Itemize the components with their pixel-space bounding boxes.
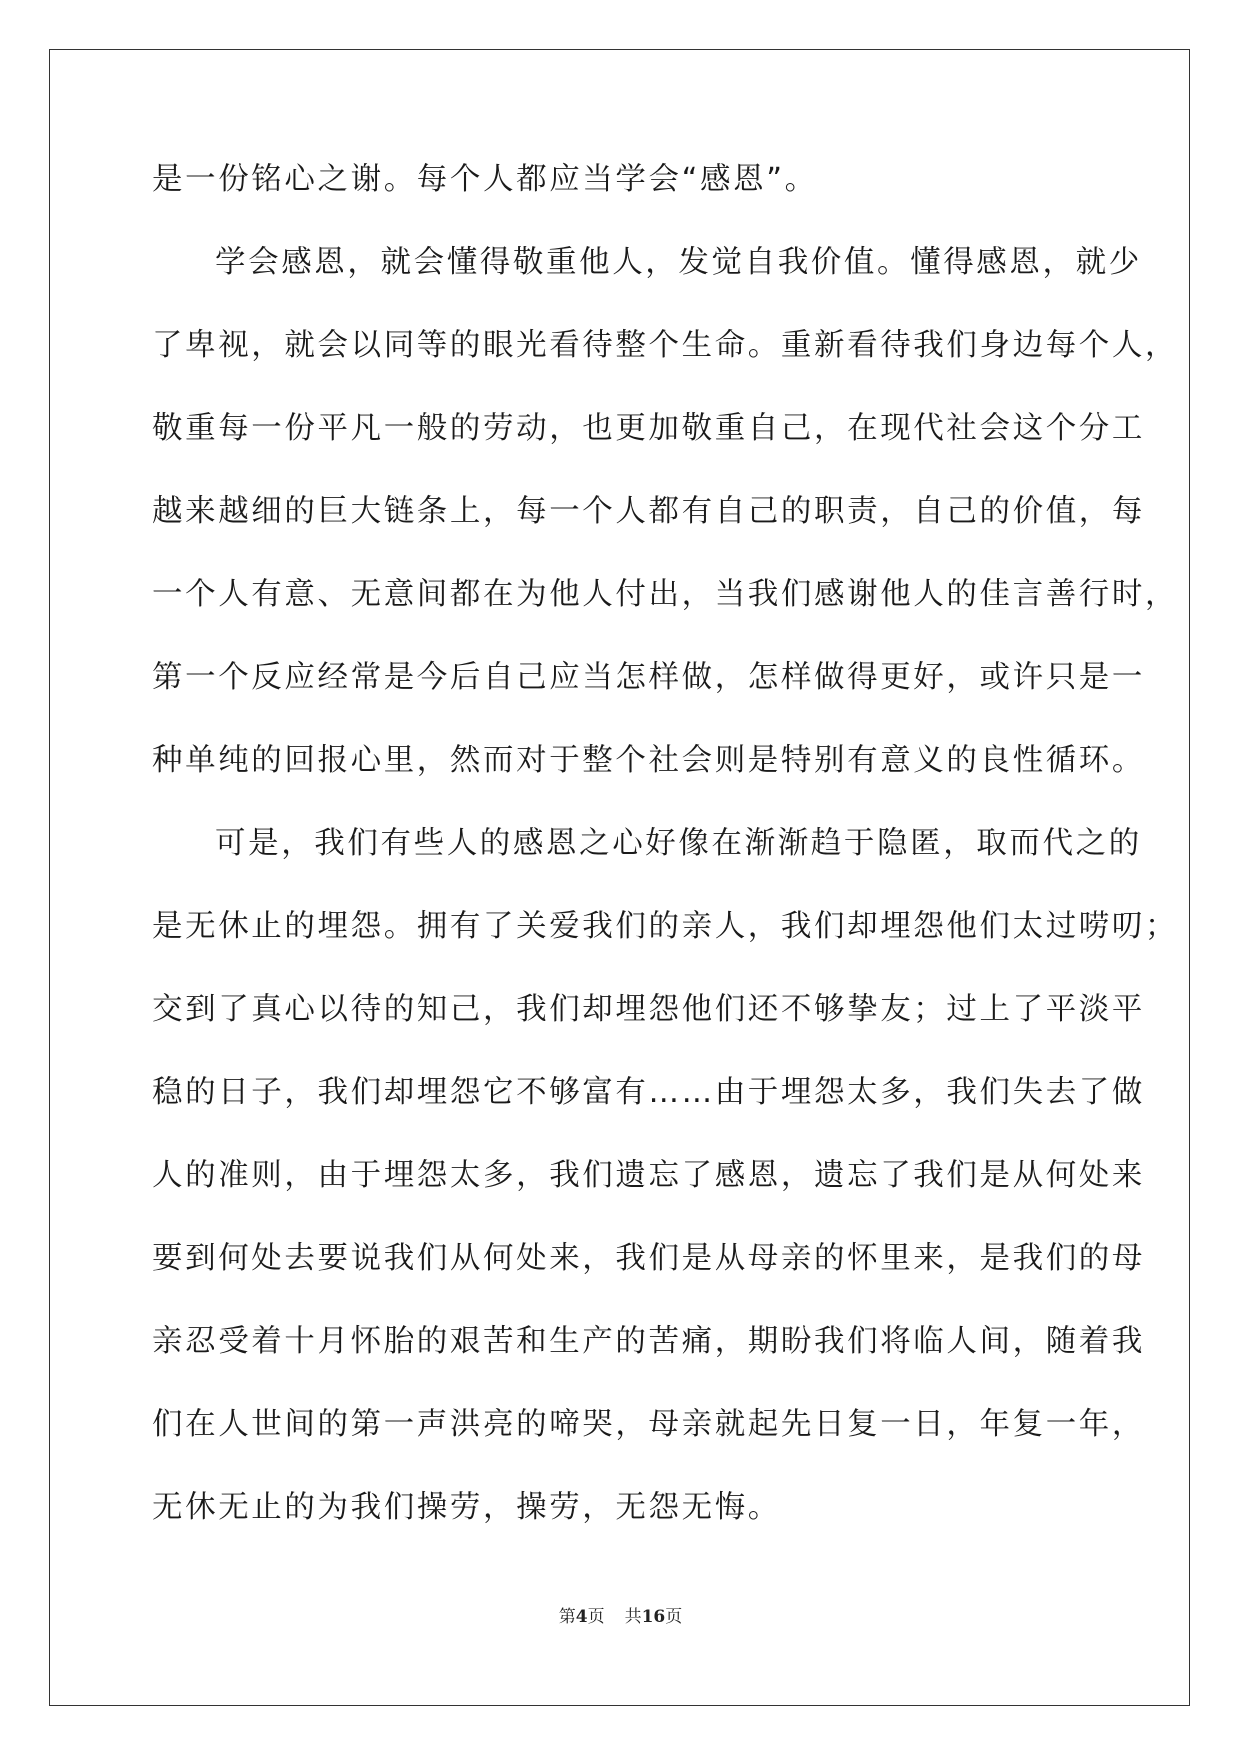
text-line: 无休无止的为我们操劳，操劳，无怨无悔。 [152, 1490, 781, 1525]
page-number: 4 [575, 1607, 588, 1627]
total-prefix: 共 [624, 1607, 642, 1627]
text-line: 交到了真心以待的知己，我们却埋怨他们还不够挚友；过上了平淡平 [152, 992, 1145, 1027]
page-prefix: 第 [558, 1607, 576, 1627]
total-suffix: 页 [665, 1607, 683, 1627]
page-suffix: 页 [587, 1607, 605, 1627]
total-pages: 16 [641, 1607, 666, 1627]
page-footer [0, 1602, 1241, 1627]
text-line: 是一份铭心之谢。每个人都应当学会“感恩”。 [152, 162, 818, 197]
text-line: 亲忍受着十月怀胎的艰苦和生产的苦痛，期盼我们将临人间，随着我 [152, 1324, 1145, 1359]
text-line: 第一个反应经常是今后自己应当怎样做，怎样做得更好，或许只是一 [152, 660, 1145, 695]
paragraph-start-line: 学会感恩，就会懂得敬重他人，发觉自我价值。懂得感恩，就少 [215, 245, 1142, 280]
text-line: 敬重每一份平凡一般的劳动，也更加敬重自己，在现代社会这个分工 [152, 411, 1145, 446]
paragraph-start-line: 可是，我们有些人的感恩之心好像在渐渐趋于隐匿，取而代之的 [215, 826, 1142, 861]
text-line: 了卑视，就会以同等的眼光看待整个生命。重新看待我们身边每个人， [152, 328, 1179, 363]
text-line: 是无休止的埋怨。拥有了关爱我们的亲人，我们却埋怨他们太过唠叨； [152, 909, 1179, 944]
text-line: 越来越细的巨大链条上，每一个人都有自己的职责，自己的价值，每 [152, 494, 1145, 529]
text-line: 一个人有意、无意间都在为他人付出，当我们感谢他人的佳言善行时， [152, 577, 1179, 612]
text-line: 种单纯的回报心里，然而对于整个社会则是特别有意义的良性循环。 [152, 743, 1145, 778]
text-line: 要到何处去要说我们从何处来，我们是从母亲的怀里来，是我们的母 [152, 1241, 1145, 1276]
text-line: 稳的日子，我们却埋怨它不够富有……由于埋怨太多，我们失去了做 [152, 1075, 1145, 1110]
text-line: 人的准则，由于埋怨太多，我们遗忘了感恩，遗忘了我们是从何处来 [152, 1158, 1145, 1193]
document-body [152, 150, 1179, 1561]
text-line: 们在人世间的第一声洪亮的啼哭，母亲就起先日复一日，年复一年， [152, 1407, 1145, 1442]
